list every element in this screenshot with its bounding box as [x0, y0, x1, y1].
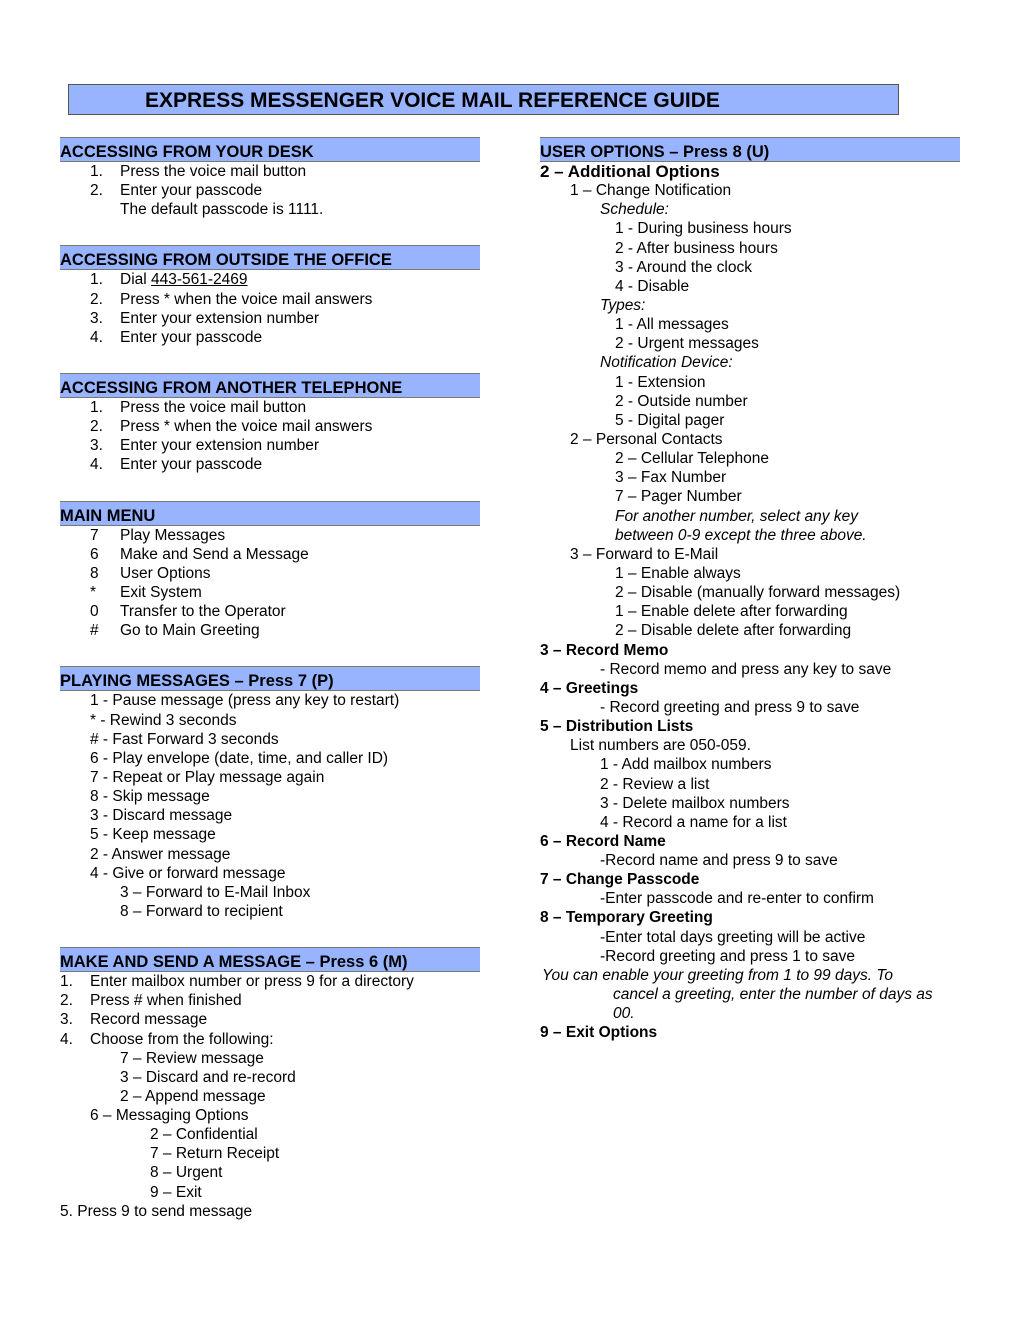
list-item: 5 - Digital pager [615, 411, 725, 429]
subheading-greetings: 4 – Greetings [540, 679, 639, 697]
list-item: - Record memo and press any key to save [600, 660, 892, 678]
section-header-playing: PLAYING MESSAGES – Press 7 (P) [60, 666, 480, 691]
list-item: 2 – Personal Contacts [570, 430, 723, 448]
list-item: 3 – Discard and re-record [120, 1068, 296, 1086]
list-item: 2 - Answer message [90, 845, 231, 863]
list-item: 1 - Add mailbox numbers [600, 756, 772, 774]
list-item: 3. Enter your extension number [90, 309, 320, 327]
list-item: 4 - Record a name for a list [600, 813, 787, 831]
list-item: -Enter total days greeting will be active [600, 928, 866, 946]
phone-number-link[interactable]: 443-561-2469 [151, 271, 248, 289]
section-header-desk: ACCESSING FROM YOUR DESK [60, 137, 480, 162]
note: between 0-9 except the three above. [615, 526, 867, 544]
list-item: # - Fast Forward 3 seconds [90, 730, 279, 748]
list-item: 2 - Urgent messages [615, 335, 759, 353]
list-item: -Record name and press 9 to save [600, 852, 838, 870]
list-item: 8 – Urgent [150, 1164, 223, 1182]
list-item: 2. Press * when the voice mail answers [90, 290, 373, 308]
list-item: 1. Dial 443-561-2469 [90, 271, 248, 289]
section-header-another: ACCESSING FROM ANOTHER TELEPHONE [60, 373, 480, 398]
list-item: -Record greeting and press 1 to save [600, 947, 856, 965]
section-header-outside: ACCESSING FROM OUTSIDE THE OFFICE [60, 245, 480, 270]
list-item: 3. Record message [60, 1011, 208, 1029]
list-item: 2 – Disable delete after forwarding [615, 622, 852, 640]
list-item: * Exit System [90, 583, 202, 601]
list-item: 6 - Play envelope (date, time, and caller ID) [90, 749, 389, 767]
list-item: 2 - Outside number [615, 392, 748, 410]
list-item: 6 – Messaging Options [90, 1107, 249, 1125]
list-item: * - Rewind 3 seconds [90, 711, 237, 729]
subheading-distribution-lists: 5 – Distribution Lists [540, 718, 694, 736]
list-item: 9 – Exit [150, 1183, 202, 1201]
list-item: 2 – Append message [120, 1087, 266, 1105]
list-item: 2 – Disable (manually forward messages) [615, 584, 901, 602]
list-item: 4. Enter your passcode [90, 328, 263, 346]
list-item: 7 Play Messages [90, 526, 226, 544]
page-title: EXPRESS MESSENGER VOICE MAIL REFERENCE GUIDE [68, 84, 899, 115]
list-item: 3 - Around the clock [615, 258, 752, 276]
list-item: 7 – Pager Number [615, 488, 742, 506]
subheading-change-passcode: 7 – Change Passcode [540, 871, 700, 889]
list-item: 3. Enter your extension number [90, 437, 320, 455]
list-item: 3 - Delete mailbox numbers [600, 794, 790, 812]
section-header-main-menu: MAIN MENU [60, 501, 480, 526]
list-item: 1 – Change Notification [570, 182, 732, 200]
list-item: 2. Enter your passcode [90, 182, 263, 200]
section-header-user-options: USER OPTIONS – Press 8 (U) [540, 137, 960, 162]
list-item: 4 - Disable [615, 277, 690, 295]
list-item: 2 – Confidential [150, 1126, 258, 1144]
list-item: 7 - Repeat or Play message again [90, 768, 325, 786]
list-item: 5 - Keep message [90, 826, 216, 844]
list-item: 3 – Forward to E-Mail [570, 545, 719, 563]
subheading-temporary-greeting: 8 – Temporary Greeting [540, 909, 713, 927]
list-item: 1. Enter mailbox number or press 9 for a directory [60, 973, 414, 991]
list-item: 0 Transfer to the Operator [90, 603, 286, 621]
list-item: 1 – Enable always [615, 564, 741, 582]
list-item: - Record greeting and press 9 to save [600, 698, 860, 716]
list-item: 4. Enter your passcode [90, 456, 263, 474]
list-item: 2. Press # when finished [60, 992, 242, 1010]
list-item: -Enter passcode and re-enter to confirm [600, 890, 874, 908]
list-item: 8 User Options [90, 564, 211, 582]
note: 00. [613, 1005, 635, 1023]
subheading-record-memo: 3 – Record Memo [540, 641, 669, 659]
list-item: 1 - All messages [615, 316, 729, 334]
list-item: 8 – Forward to recipient [120, 902, 283, 920]
list-item: 1. Press the voice mail button [90, 398, 307, 416]
list-item: 4. Choose from the following: [60, 1030, 274, 1048]
list-item: # Go to Main Greeting [90, 622, 260, 640]
right-column [540, 137, 960, 1042]
list-item: 5. Press 9 to send message [60, 1202, 253, 1220]
list-item: 2 - After business hours [615, 239, 778, 257]
subheading-record-name: 6 – Record Name [540, 832, 666, 850]
list-item: 1 - During business hours [615, 220, 792, 238]
list-item: 3 – Forward to E-Mail Inbox [120, 883, 311, 901]
list-item: 4 - Give or forward message [90, 864, 286, 882]
list-item: 2 – Cellular Telephone [615, 450, 769, 468]
list-item: 7 – Review message [120, 1049, 264, 1067]
section-header-make-send: MAKE AND SEND A MESSAGE – Press 6 (M) [60, 947, 480, 972]
list-label: Notification Device: [600, 354, 733, 372]
list-item: 1 - Pause message (press any key to restart) [90, 692, 400, 710]
subheading-additional-options: 2 – Additional Options [540, 162, 720, 181]
list-item: 7 – Return Receipt [150, 1145, 280, 1163]
list-label: Schedule: [600, 201, 669, 219]
list-item: 1. Press the voice mail button [90, 163, 307, 180]
list-item: 2 - Review a list [600, 775, 710, 793]
list-item: List numbers are 050-059. [570, 737, 751, 755]
list-label: Types: [600, 296, 646, 314]
list-item: The default passcode is 1111. [120, 201, 324, 219]
note: You can enable your greeting from 1 to 99 days. To [542, 966, 893, 984]
list-item: 2. Press * when the voice mail answers [90, 418, 373, 436]
list-item: 8 - Skip message [90, 788, 210, 806]
list-item: 3 – Fax Number [615, 469, 727, 487]
list-item: 6 Make and Send a Message [90, 545, 309, 563]
list-item: 3 - Discard message [90, 807, 233, 825]
left-column [60, 137, 480, 1221]
note: For another number, select any key [615, 507, 858, 525]
subheading-exit-options: 9 – Exit Options [540, 1024, 658, 1042]
list-item: 1 – Enable delete after forwarding [615, 603, 848, 621]
note: cancel a greeting, enter the number of days as [613, 986, 933, 1004]
list-item: 1 - Extension [615, 373, 706, 391]
